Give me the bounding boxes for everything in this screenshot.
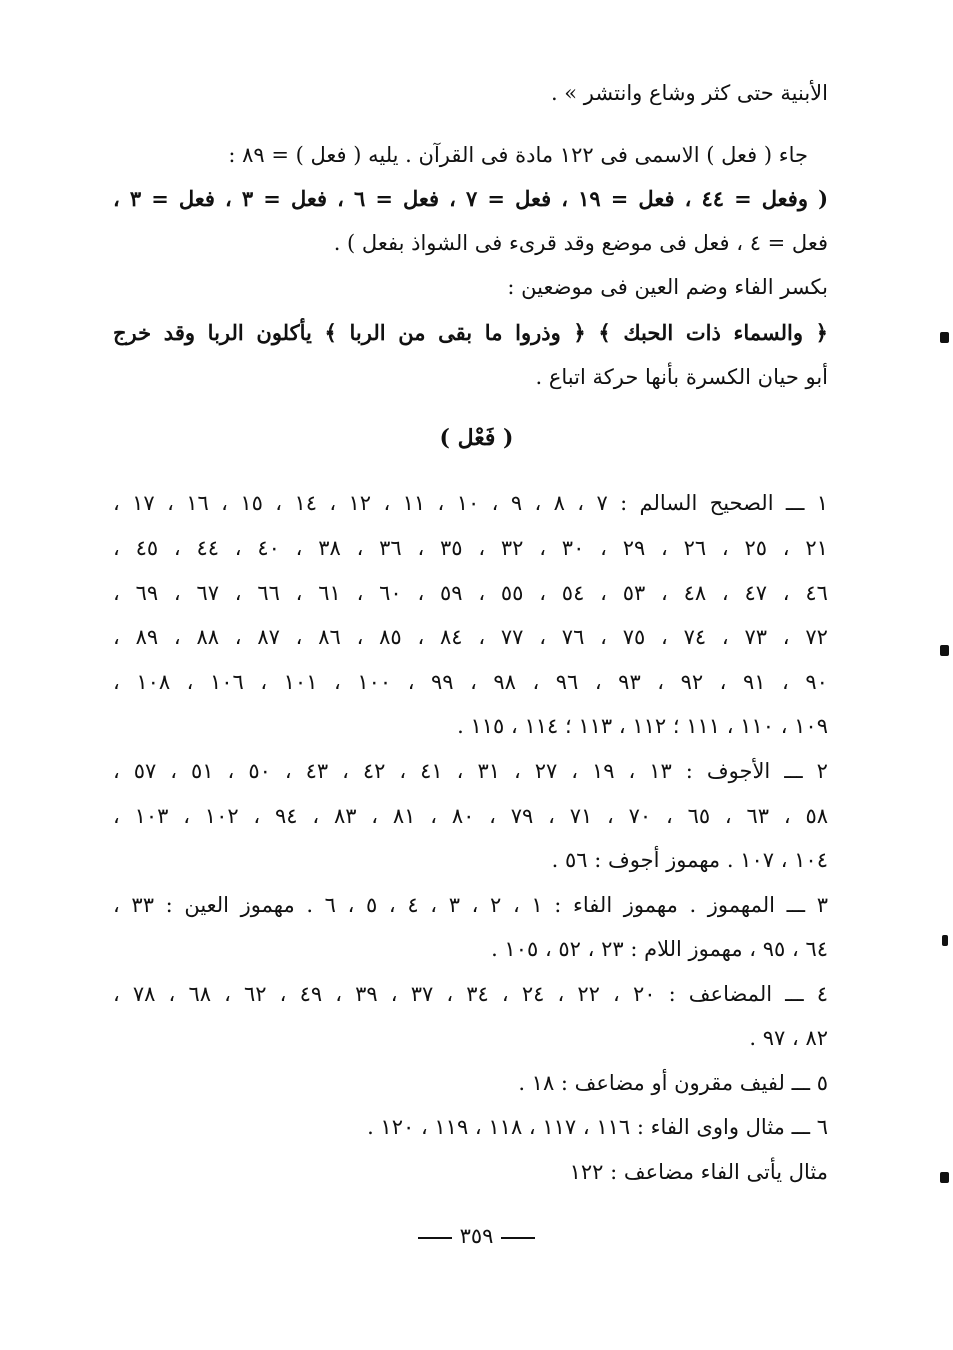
margin-mark xyxy=(942,935,948,946)
text-line-3: ( وفعل = ٤٤ ، فعل = ١٩ ، فعل = ٧ ، فعل = ٦ ، فعل = ٣ ، فعل = ٣ ، xyxy=(113,186,829,211)
list-line-9: ١٠٤ ، ١٠٧ . مهموز أجوف : ٥٦ . xyxy=(551,848,828,872)
section-title: ( فَعْل ) xyxy=(439,425,514,451)
text-line-7: أبو حيان الكسرة بأنها حركة اتباع . xyxy=(535,365,828,389)
margin-mark xyxy=(940,645,949,656)
margin-mark xyxy=(940,1172,949,1183)
list-line-14: ٥ ـــ لفيف مقرون أو مضاعف : ١٨ . xyxy=(518,1071,828,1095)
list-line-4: ٧٢ ، ٧٣ ، ٧٤ ، ٧٥ ، ٧٦ ، ٧٧ ، ٨٤ ، ٨٥ ، ٨٦ ، ٨٧ ، ٨٨ ، ٨٩ ، xyxy=(113,625,828,649)
list-line-13: ٨٢ ، ٩٧ . xyxy=(749,1026,828,1050)
list-line-8: ٥٨ ، ٦٣ ، ٦٥ ، ٧٠ ، ٧١ ، ٧٩ ، ٨٠ ، ٨١ ، ٨٣ ، ٩٤ ، ١٠٢ ، ١٠٣ ، xyxy=(113,804,829,828)
dash-left xyxy=(501,1237,535,1239)
list-line-15: ٦ ـــ مثال واوى الفاء : ١١٦ ، ١١٧ ، ١١٨ ، ١١٩ ، ١٢٠ . xyxy=(367,1115,828,1139)
text-line-6: ﴿ والسماء ذات الحبك ﴾ ﴿ وذروا ما بقى من الربا ﴾ يأكلون الربا وقد خرج xyxy=(113,320,828,345)
list-line-7: ٢ ـــ الأجوف : ١٣ ، ١٩ ، ٢٧ ، ٣١ ، ٤١ ، ٤٢ ، ٤٣ ، ٥٠ ، ٥١ ، ٥٧ ، xyxy=(113,759,828,783)
list-line-6: ١٠٩ ، ١١٠ ، ١١١ ؛ ١١٢ ، ١١٣ ؛ ١١٤ ، ١١٥ . xyxy=(457,714,828,738)
text-line-4: فعل = ٤ ، فعل فى موضع وقد قرىء فى الشواذ بفعل ) . xyxy=(333,231,828,255)
list-line-5: ٩٠ ، ٩١ ، ٩٢ ، ٩٣ ، ٩٦ ، ٩٨ ، ٩٩ ، ١٠٠ ، ١٠١ ، ١٠٦ ، ١٠٨ ، xyxy=(113,670,828,694)
list-line-2: ٢١ ، ٢٥ ، ٢٦ ، ٢٩ ، ٣٠ ، ٣٢ ، ٣٥ ، ٣٦ ، ٣٨ ، ٤٠ ، ٤٤ ، ٤٥ ، xyxy=(113,536,828,560)
margin-mark xyxy=(940,332,949,343)
page-number xyxy=(0,1224,953,1248)
list-line-16: مثال يأتى الفاء مضاعف : ١٢٢ xyxy=(569,1160,828,1184)
list-line-1: ١ ـــ الصحيح السالم : ٧ ، ٨ ، ٩ ، ١٠ ، ١١ ، ١٢ ، ١٤ ، ١٥ ، ١٦ ، ١٧ ، xyxy=(113,491,829,515)
list-line-12: ٤ ـــ المضاعف : ٢٠ ، ٢٢ ، ٢٤ ، ٣٤ ، ٣٧ ، ٣٩ ، ٤٩ ، ٦٢ ، ٦٨ ، ٧٨ ، xyxy=(113,982,828,1006)
text-line-2: جاء ( فعل ) الاسمى فى ١٢٢ مادة فى القرآن . يليه ( فعل ) = ٨٩ : xyxy=(228,143,808,167)
list-line-3: ٤٦ ، ٤٧ ، ٤٨ ، ٥٣ ، ٥٤ ، ٥٥ ، ٥٩ ، ٦٠ ، ٦١ ، ٦٦ ، ٦٧ ، ٦٩ ، xyxy=(113,581,828,605)
list-line-11: ٦٤ ، ٩٥ ، مهموز اللام : ٢٣ ، ٥٢ ، ١٠٥ . xyxy=(491,937,828,961)
page-number-text: ٣٥٩ xyxy=(459,1224,494,1248)
text-line-1: الأبنية حتى كثر وشاع وانتشر » . xyxy=(550,81,828,105)
dash-right xyxy=(418,1237,452,1239)
text-line-5: بكسر الفاء وضم العين فى موضعين : xyxy=(507,275,828,299)
list-line-10: ٣ ـــ المهموز . مهموز الفاء : ١ ، ٢ ، ٣ ، ٤ ، ٥ ، ٦ . مهموز العين : ٣٣ ، xyxy=(113,893,828,917)
